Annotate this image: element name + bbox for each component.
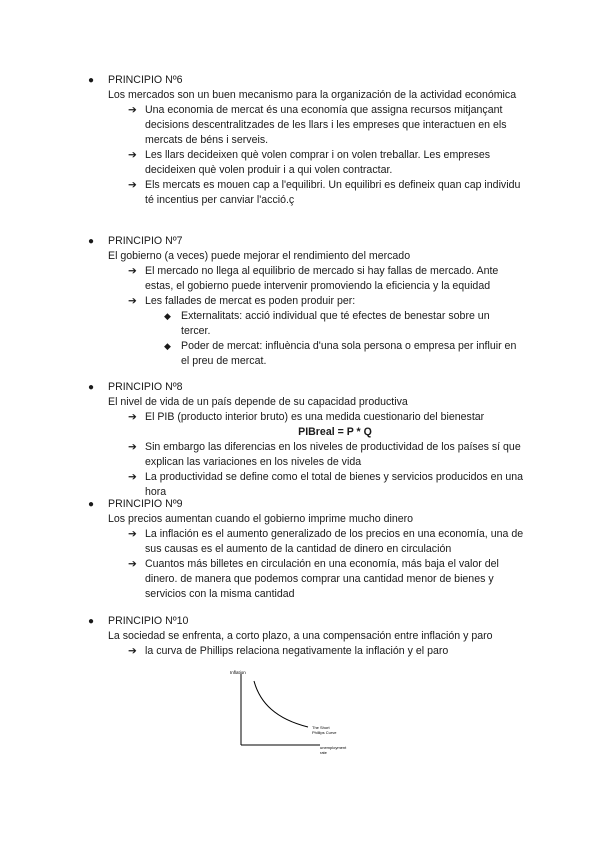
list-item bbox=[128, 410, 525, 425]
arrow-icon: ➔ bbox=[128, 265, 137, 277]
x-axis-label-line-2: rate bbox=[320, 750, 327, 755]
sub-list-item bbox=[164, 339, 521, 369]
list-item-text: La inflación es el aumento generalizado de los precios en una economía, una de sus causas es el aumento de la cantidad de dinero en circulación bbox=[145, 528, 524, 555]
diamond-bullet-icon: ◆ bbox=[164, 311, 171, 321]
arrow-icon: ➔ bbox=[128, 104, 137, 116]
arrow-icon: ➔ bbox=[128, 528, 137, 540]
arrow-icon: ➔ bbox=[128, 411, 137, 423]
list-item bbox=[128, 148, 525, 178]
phillips-curve-figure bbox=[228, 667, 368, 762]
y-axis-label: Inflation bbox=[230, 670, 246, 675]
bullet-icon: ● bbox=[88, 382, 95, 393]
arrow-icon: ➔ bbox=[128, 441, 137, 453]
list-item bbox=[128, 294, 525, 309]
arrow-icon: ➔ bbox=[128, 471, 137, 483]
list-item bbox=[128, 103, 525, 148]
arrow-icon: ➔ bbox=[128, 295, 137, 307]
list-item-text: la curva de Phillips relaciona negativamente la inflación y el paro bbox=[145, 645, 449, 657]
section-title: PRINCIPIO Nº6 bbox=[108, 74, 183, 86]
section-principio-10 bbox=[0, 614, 600, 659]
list-item bbox=[128, 644, 525, 659]
phillips-curve bbox=[254, 681, 308, 727]
list-item-text: Les fallades de mercat es poden produir per: bbox=[145, 295, 356, 307]
list-item-text: Cuantos más billetes en circulación en una economía, más baja el valor del dinero. de manera que podemos comprar una cantidad menor de bienes y servicios con la misma cantidad bbox=[145, 558, 499, 600]
section-title: PRINCIPIO Nº8 bbox=[108, 381, 183, 393]
section-subtitle: El gobierno (a veces) puede mejorar el rendimiento del mercado bbox=[108, 250, 411, 262]
list-item bbox=[128, 557, 525, 602]
section-principio-9 bbox=[0, 497, 600, 602]
arrow-icon: ➔ bbox=[128, 179, 137, 191]
section-title: PRINCIPIO Nº10 bbox=[108, 615, 189, 627]
list-item-text: La productividad se define como el total de bienes y servicios producidos en una hora bbox=[145, 471, 524, 498]
list-item bbox=[128, 440, 525, 470]
sub-list-item bbox=[164, 309, 521, 339]
curve-label-line-2: Phillips Curve bbox=[312, 730, 337, 735]
section-principio-7 bbox=[0, 234, 600, 369]
section-subtitle: Los precios aumentan cuando el gobierno imprime mucho dinero bbox=[108, 513, 414, 525]
section-subtitle: Los mercados son un buen mecanismo para la organización de la actividad económica bbox=[108, 89, 517, 101]
list-item-text: El PIB (producto interior bruto) es una medida cuestionario del bienestar bbox=[145, 411, 485, 423]
bullet-icon: ● bbox=[88, 499, 95, 510]
section-subtitle: La sociedad se enfrenta, a corto plazo, a una compensación entre inflación y paro bbox=[108, 630, 493, 642]
list-item bbox=[128, 527, 525, 557]
section-subtitle: El nivel de vida de un país depende de su capacidad productiva bbox=[108, 396, 408, 408]
bullet-icon: ● bbox=[88, 236, 95, 247]
x-axis-label-line-1: unemployment bbox=[320, 745, 347, 750]
list-item-text: Els mercats es mouen cap a l'equilibri. Un equilibri es defineix quan cap individu té incentius per canviar l'acció.ç bbox=[145, 179, 521, 206]
curve-label-line-1: The Short bbox=[312, 725, 330, 730]
list-item bbox=[128, 264, 525, 294]
list-item-text: Una economia de mercat és una economía que assigna recursos mitjançant decisions descentralitzades de les llars i les empreses que interactuen en els mercats de béns i serveis. bbox=[145, 104, 507, 146]
arrow-icon: ➔ bbox=[128, 149, 137, 161]
list-item-text: Sin embargo las diferencias en los niveles de productividad de los países sí que explican las variaciones en los niveles de vida bbox=[145, 441, 521, 468]
sub-list-item-text: Poder de mercat: influència d'una sola persona o empresa per influir en el preu de mercat. bbox=[181, 340, 517, 367]
formula: PIBreal = P * Q bbox=[298, 426, 372, 438]
list-item-text: Les llars decideixen què volen comprar i on volen treballar. Les empreses decideixen què volen produir i a qui volen contractar. bbox=[145, 149, 491, 176]
section-principio-6 bbox=[0, 73, 600, 208]
bullet-icon: ● bbox=[88, 75, 95, 86]
arrow-icon: ➔ bbox=[128, 558, 137, 570]
arrow-icon: ➔ bbox=[128, 645, 137, 657]
bullet-icon: ● bbox=[88, 616, 95, 627]
list-item-text: El mercado no llega al equilibrio de mercado si hay fallas de mercado. Ante estas, el gobierno puede intervenir promoviendo la eficiencia y la equidad bbox=[145, 265, 499, 292]
sub-list-item-text: Externalitats: acció individual que té efectes de benestar sobre un tercer. bbox=[181, 310, 490, 337]
section-principio-8 bbox=[0, 380, 600, 500]
list-item bbox=[128, 178, 525, 208]
list-item bbox=[128, 470, 525, 500]
section-title: PRINCIPIO Nº7 bbox=[108, 235, 183, 247]
section-title: PRINCIPIO Nº9 bbox=[108, 498, 183, 510]
diamond-bullet-icon: ◆ bbox=[164, 341, 171, 351]
